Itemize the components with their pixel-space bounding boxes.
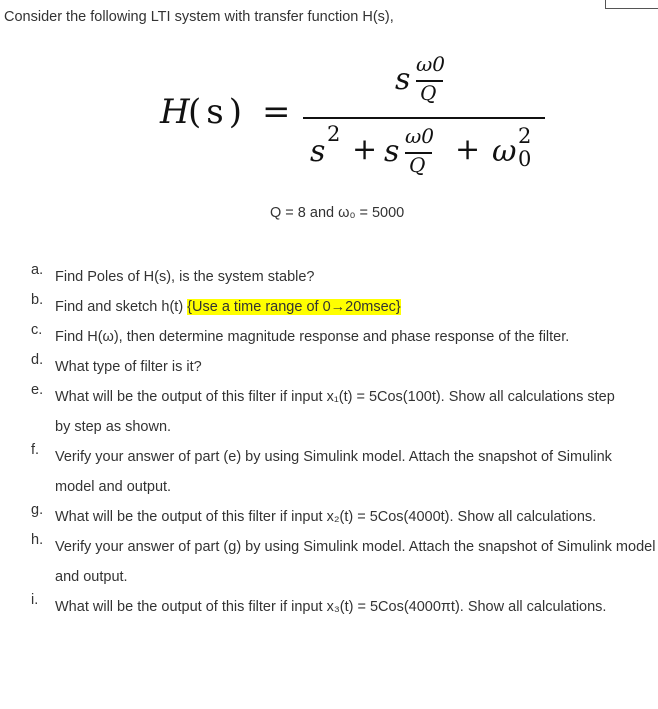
question-item [22, 352, 652, 382]
denominator-s-squared-base: s [310, 134, 326, 169]
question-text: Verify your answer of part (g) by using Simulink model. Attach the snapshot of Simulink model and output. [55, 539, 656, 585]
question-text: What will be the output of this filter if input x₁(t) = 5Cos(100t). Show all calculations step by step as shown. [55, 389, 615, 435]
question-item [22, 262, 652, 292]
question-text: Find H(ω), then determine magnitude response and phase response of the filter. [55, 329, 570, 345]
question-item [22, 322, 652, 352]
formula-equals: = [262, 92, 291, 132]
formula-lhs-arg: (s) [188, 92, 247, 132]
question-marker: a. [31, 262, 44, 278]
parameter-values: Q = 8 and ω₀ = 5000 [270, 205, 405, 221]
denominator-omega: ω [492, 134, 517, 169]
question-text: What will be the output of this filter if input x₂(t) = 5Cos(4000t). Show all calculations. [55, 509, 597, 525]
denominator-exponent-2: 2 [327, 122, 341, 146]
denominator-s: s [384, 134, 400, 169]
transfer-function-equation [0, 0, 658, 230]
question-marker: h. [31, 532, 44, 548]
question-marker: i. [31, 592, 39, 608]
question-text: What will be the output of this filter if input x₃(t) = 5Cos(4000πt). Show all calculations. [55, 599, 607, 615]
main-fraction-bar [303, 117, 545, 119]
numerator-omega0: ω0 [416, 52, 446, 76]
question-text: Verify your answer of part (e) by using Simulink model. Attach the snapshot of Simulink model and output. [55, 449, 612, 495]
numerator-q: Q [420, 81, 437, 105]
question-marker: g. [31, 502, 44, 518]
denominator-omega-exponent: 2 [518, 124, 532, 148]
question-text [55, 292, 652, 322]
denominator-q: Q [409, 153, 426, 177]
question-marker: d. [31, 352, 44, 368]
question-text: What type of filter is it? [55, 359, 202, 375]
question-marker: f. [31, 442, 40, 458]
denominator-omega-subscript: 0 [518, 147, 532, 171]
question-list [22, 262, 656, 622]
highlighted-time-range: {Use a time range of 0→20msec} [187, 299, 401, 315]
formula-lhs-func: H [160, 92, 190, 132]
question-marker: c. [31, 322, 43, 338]
question-item [22, 442, 655, 502]
question-marker: e. [31, 382, 44, 398]
question-item [22, 532, 658, 592]
question-item [22, 382, 615, 442]
denominator-omega0: ω0 [405, 124, 435, 148]
numerator-s: s [395, 62, 411, 97]
question-item [22, 292, 652, 322]
question-item [22, 592, 615, 622]
question-marker: b. [31, 292, 44, 308]
question-item [22, 502, 615, 532]
intro-text: Consider the following LTI system with transfer function H(s), [4, 9, 394, 25]
question-text-main: Find and sketch h(t) [55, 299, 188, 315]
question-text: Find Poles of H(s), is the system stable? [55, 269, 315, 285]
denominator-plus-2: + [455, 132, 481, 167]
denominator-plus-1: + [352, 132, 378, 167]
